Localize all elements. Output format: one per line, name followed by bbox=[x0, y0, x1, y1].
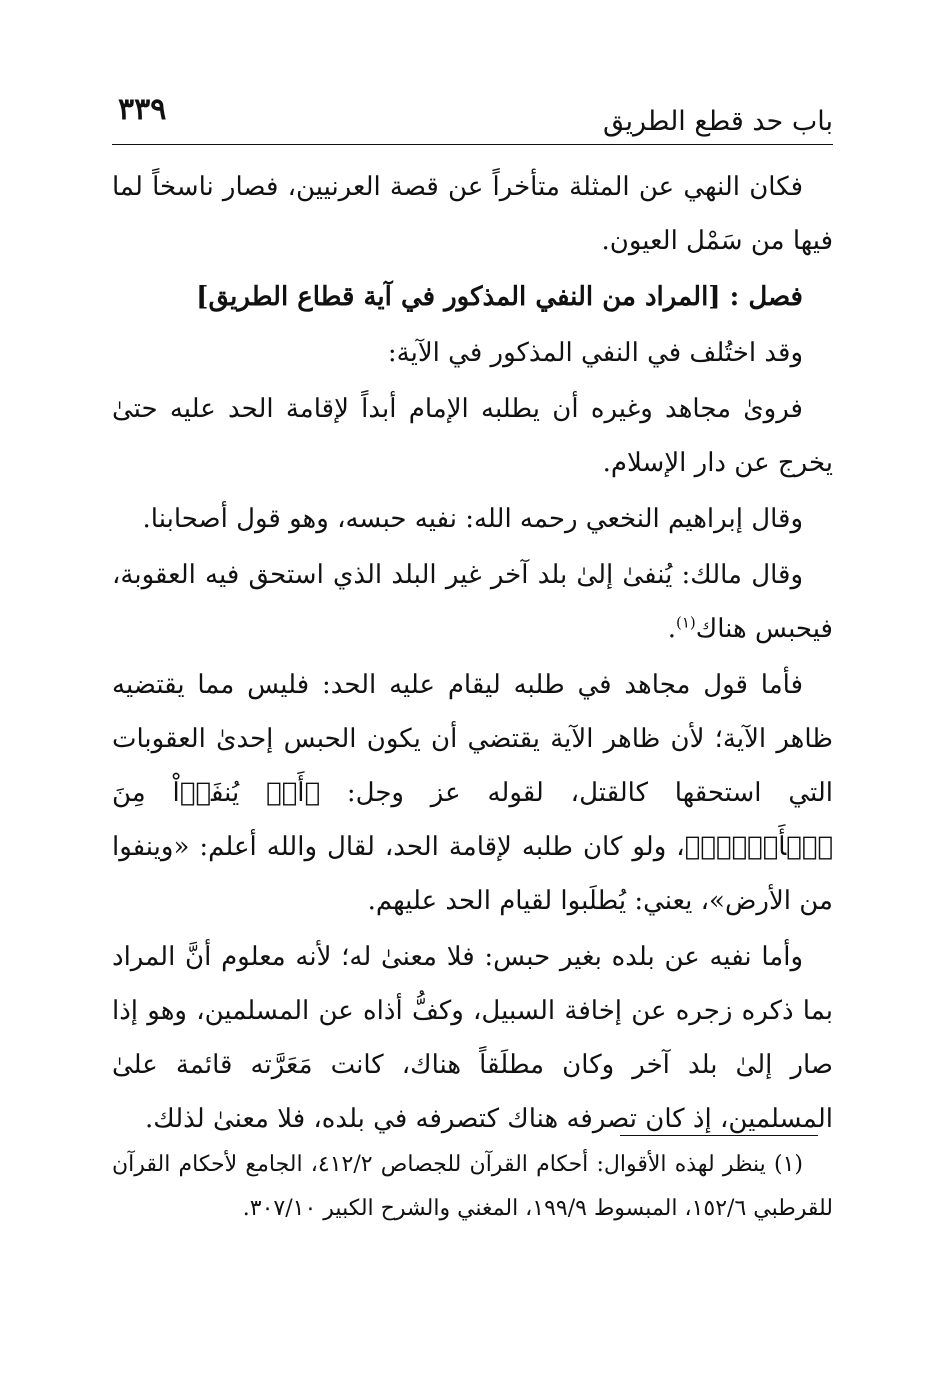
footnote: (١) ينظر لهذه الأقوال: أحكام القرآن للجصاص ٤١٢/٢، الجامع لأحكام القرآن للقرطبي ١٥٢/٦، المبسوط ١٩٩/٩، المغني والشرح الكبير ٣٠٧/١٠. bbox=[112, 1152, 833, 1221]
section-heading-title: [المراد من النفي المذكور في آية قطاع الطريق] bbox=[196, 282, 721, 312]
paragraph bbox=[112, 548, 833, 656]
footnote-reference[interactable]: (١) bbox=[675, 613, 696, 632]
paragraph: وقال إبراهيم النخعي رحمه الله: نفيه حبسه، وهو قول أصحابنا. bbox=[142, 504, 803, 534]
section-heading-label: فصل : bbox=[729, 282, 803, 312]
paragraph: فكان النهي عن المثلة متأخراً عن قصة العرنيين، فصار ناسخاً لما فيها من سَمْل العيون. bbox=[112, 172, 833, 256]
footnotes bbox=[112, 1143, 833, 1231]
paragraph: وأما نفيه عن بلده بغير حبس: فلا معنىٰ له؛ لأنه معلوم أنَّ المراد بما ذكره زجره عن إخافة السبيل، وكفُّ أذاه عن المسلمين، وهو إذا صار إلىٰ بلد آخر وكان مطلَقاً هناك، كانت مَعَرَّته قائمة علىٰ المسلمين، إذ كان تصرفه هناك كتصرفه في بلده، فلا معنىٰ لذلك. bbox=[112, 942, 833, 1134]
body-text bbox=[112, 160, 833, 1148]
paragraph: فرویٰ مجاهد وغيره أن يطلبه الإمام أبداً لإقامة الحد عليه حتىٰ يخرج عن دار الإسلام. bbox=[112, 394, 833, 478]
paragraph-text: وقال مالك: يُنفىٰ إلىٰ بلد آخر غير البلد الذي استحق فيه العقوبة، فيحبس هناك bbox=[112, 560, 833, 644]
page-header bbox=[112, 92, 833, 145]
paragraph-end-period: . bbox=[667, 614, 676, 644]
footnote-separator bbox=[620, 1135, 818, 1136]
paragraph: وقد اختُلف في النفي المذكور في الآية: bbox=[387, 338, 803, 368]
section-heading bbox=[112, 270, 833, 324]
page-number: ٣٣٩ bbox=[118, 92, 167, 127]
paragraph: فأما قول مجاهد في طلبه ليقام عليه الحد: فليس مما يقتضيه ظاهر الآية؛ لأن ظاهر الآية يقتضي أن يكون الحبس إحدىٰ العقوبات التي استحقها كالقتل، لقوله عز وجل: ﴿أَوۡ يُنفَوۡاْ مِنَ ٱلۡأَرۡضِۚ﴾، ولو كان طلبه لإقامة الحد، لقال والله أعلم: «وينفوا من الأرض»، يعني: يُطلَبوا لقيام الحد عليهم. bbox=[112, 670, 833, 916]
running-title: باب حد قطع الطريق bbox=[602, 106, 833, 137]
